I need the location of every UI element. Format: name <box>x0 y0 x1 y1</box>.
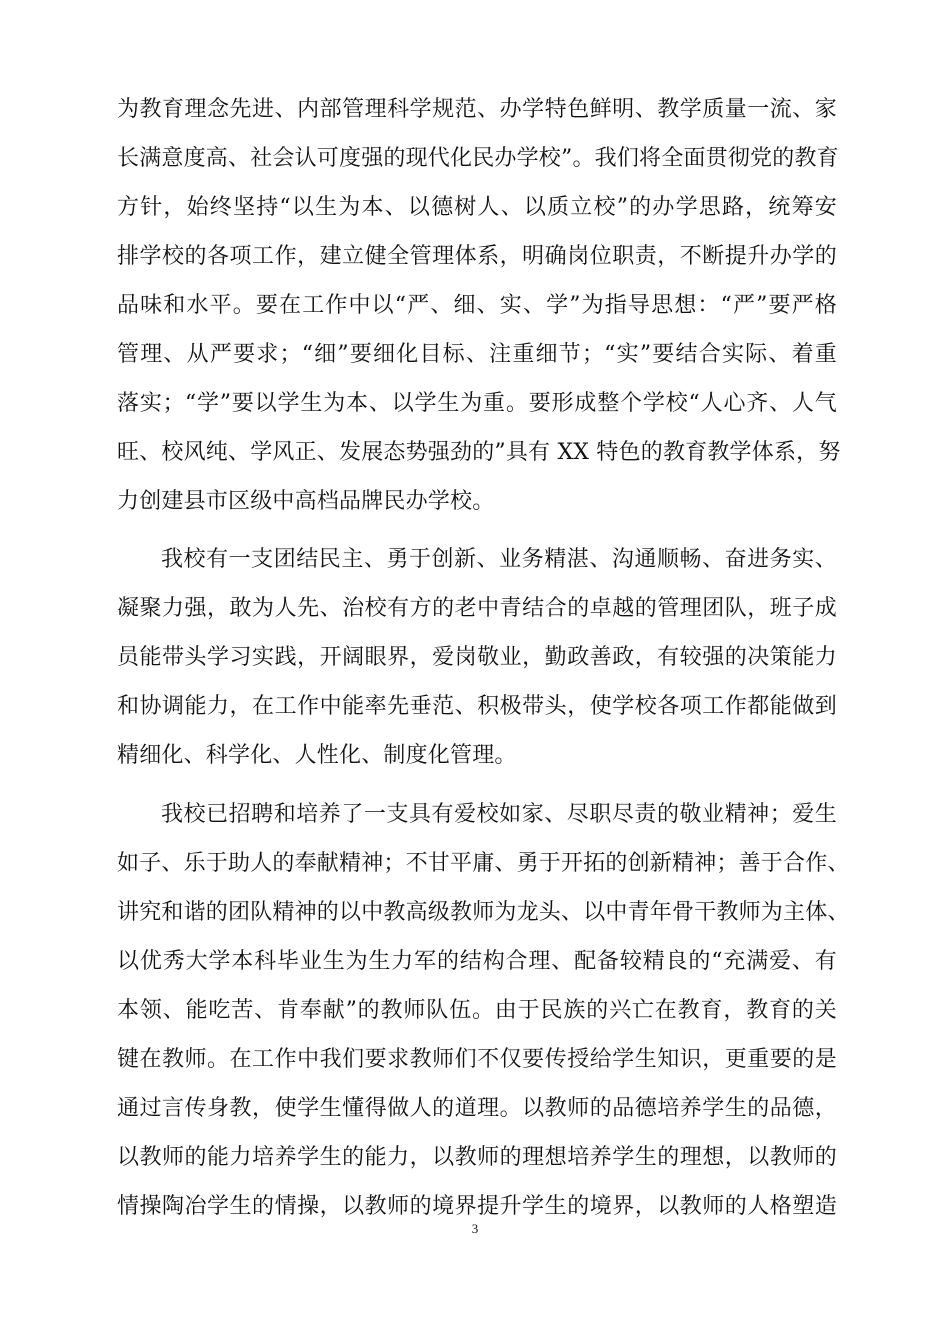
text-line-last: 精细化、科学化、人性化、制度化管理。 <box>117 743 517 768</box>
text-line: 排学校的各项工作，建立健全管理体系，明确岗位职责，不断提升办学的 <box>117 244 837 269</box>
page-number: 3 <box>471 1221 479 1236</box>
text-line: 和协调能力，在工作中能率先垂范、积极带头，使学校各项工作都能做到 <box>117 694 837 719</box>
text-line: 如子、乐于助人的奉献精神；不甘平庸、勇于开拓的创新精神；善于合作、 <box>117 851 850 876</box>
text-line: 落实；“学”要以学生为本、以学生为重。要形成整个学校“人心齐、人气 <box>117 391 837 416</box>
text-line: 以优秀大学本科毕业生为生力军的结构合理、配备较精良的“充满爱、有 <box>117 949 837 974</box>
text-line: 为教育理念先进、内部管理科学规范、办学特色鲜明、教学质量一流、家 <box>117 97 837 122</box>
text-line: 讲究和谐的团队精神的以中教高级教师为龙头、以中青年骨干教师为主体、 <box>117 900 850 925</box>
paragraph-first-line: 我校已招聘和培养了一支具有爱校如家、尽职尽责的敬业精神；爱生 <box>161 802 837 827</box>
text-line: 凝聚力强，敢为人先、治校有方的老中青结合的卓越的管理团队，班子成 <box>117 596 837 621</box>
text-line: 员能带头学习实践，开阔眼界，爱岗敬业，勤政善政，有较强的决策能力 <box>117 645 837 670</box>
text-line: 通过言传身教，使学生懂得做人的道理。以教师的品德培养学生的品德， <box>117 1096 837 1121</box>
paragraph-first-line: 我校有一支团结民主、勇于创新、业务精湛、沟通顺畅、奋进务实、 <box>161 547 837 572</box>
text-line: 键在教师。在工作中我们要求教师们不仅要传授给学生知识，更重要的是 <box>117 1047 837 1072</box>
text-line: 管理、从严要求；“细”要细化目标、注重细节；“实”要结合实际、着重 <box>117 342 837 367</box>
text-line: 以教师的能力培养学生的能力，以教师的理想培养学生的理想，以教师的 <box>117 1145 837 1170</box>
text-line: 情操陶冶学生的情操，以教师的境界提升学生的境界，以教师的人格塑造 <box>117 1194 837 1219</box>
text-line: 方针，始终坚持“以生为本、以德树人、以质立校”的办学思路，统筹安 <box>117 195 837 220</box>
text-line: 品味和水平。要在工作中以“严、细、实、学”为指导思想：“严”要严格 <box>117 293 837 318</box>
text-line: 旺、校风纯、学风正、发展态势强劲的”具有 XX 特色的教育教学体系，努 <box>117 440 841 465</box>
text-line: 本领、能吃苦、肯奉献”的教师队伍。由于民族的兴亡在教育，教育的关 <box>117 998 837 1023</box>
text-line-last: 力创建县市区级中高档品牌民办学校。 <box>117 489 495 514</box>
text-line: 长满意度高、社会认可度强的现代化民办学校”。我们将全面贯彻党的教育 <box>117 146 839 171</box>
